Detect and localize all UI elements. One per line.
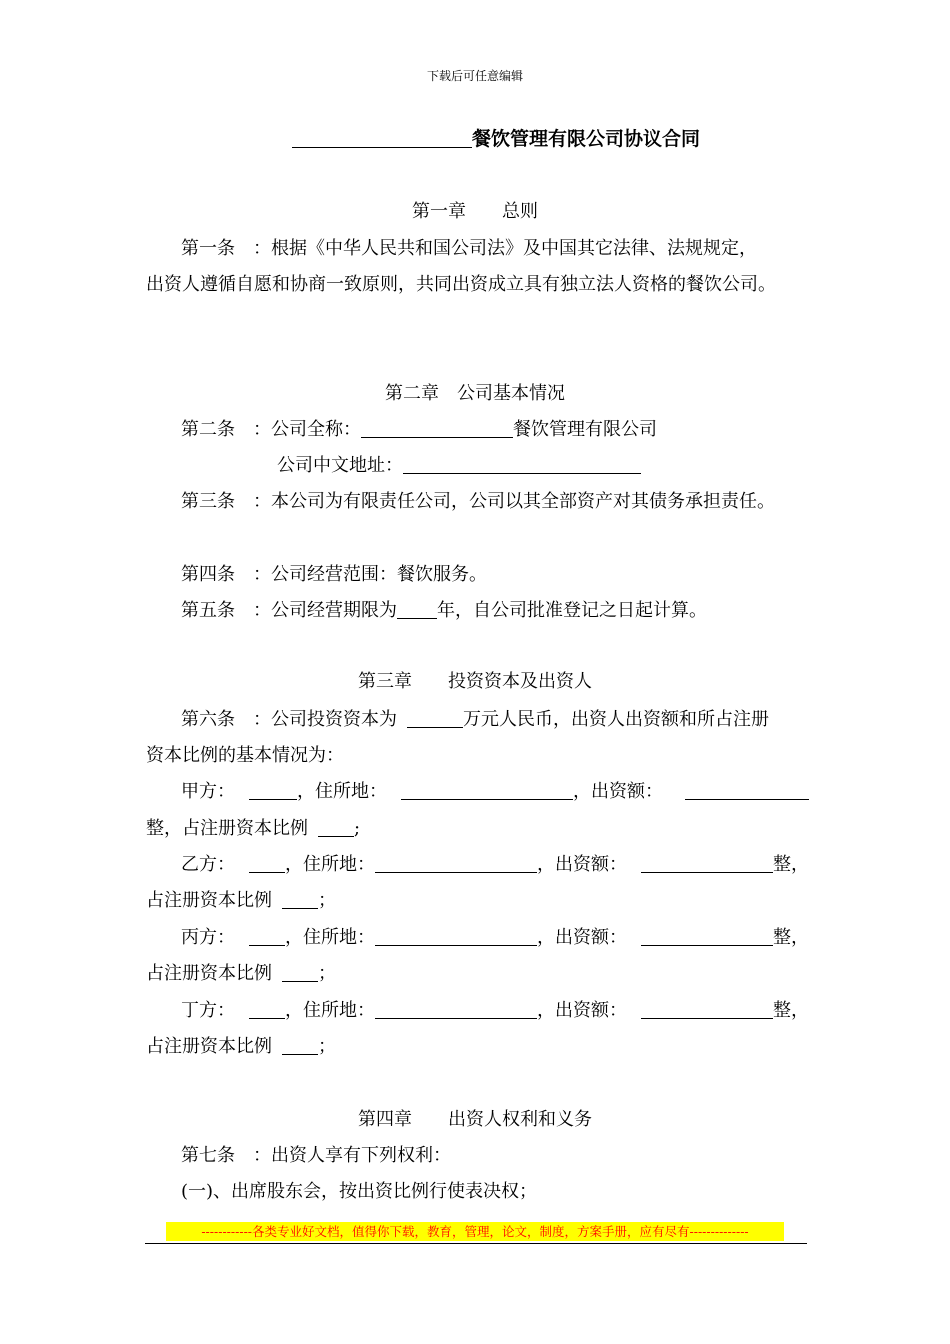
- party-a-ratio-blank: [318, 818, 354, 837]
- party-c-amt-label: ，出资额：: [537, 927, 627, 948]
- article-5: [181, 596, 707, 622]
- party-a-line2: [146, 814, 360, 840]
- article-3-text: ：本公司为有限责任公司，公司以其全部资产对其债务承担责任。: [253, 491, 775, 512]
- party-c-ratio-blank: [282, 963, 318, 982]
- party-b-ratio-blank: [282, 890, 318, 909]
- article-3-label: 第三条: [181, 491, 235, 512]
- company-name-blank: [292, 129, 472, 148]
- party-d-line2: [146, 1032, 336, 1058]
- party-b-name-blank: [249, 854, 285, 873]
- party-c-addr-label: ，住所地：: [285, 927, 375, 948]
- party-a-addr-blank: [401, 781, 573, 800]
- article-2-suffix: 餐饮管理有限公司: [513, 419, 657, 440]
- party-d-whole: 整，: [773, 1000, 809, 1021]
- party-a-amt-label: ，出资额：: [573, 781, 663, 802]
- party-a-line: [181, 777, 809, 803]
- article-7-item-1: (一)、出席股东会，按出资比例行使表决权；: [181, 1181, 538, 1202]
- chapter-1-heading: 第一章 总则: [412, 201, 538, 222]
- party-c-whole: 整，: [773, 927, 809, 948]
- header-note: 下载后可任意编辑: [426, 69, 523, 83]
- party-b-amt-blank: [641, 854, 773, 873]
- article-4-label: 第四条: [181, 564, 235, 585]
- article-1-label: 第一条: [181, 238, 235, 259]
- party-b-amt-label: ，出资额：: [537, 854, 627, 875]
- article-2-label: 第二条: [181, 419, 235, 440]
- party-c-end: ；: [318, 963, 336, 984]
- party-c-addr-blank: [375, 927, 537, 946]
- article-4-text: ：公司经营范围：餐饮服务。: [253, 564, 487, 585]
- company-address-label: 公司中文地址：: [277, 455, 403, 476]
- party-a-addr-label: ，住所地：: [297, 781, 387, 802]
- article-6: [181, 705, 769, 731]
- chapter-4-heading: 第四章 出资人权利和义务: [358, 1109, 592, 1130]
- party-b-ratio-label: 占注册资本比例: [146, 890, 272, 911]
- party-b-addr-blank: [375, 854, 537, 873]
- article-7-label: 第七条: [181, 1145, 235, 1166]
- footer-rule: [145, 1243, 807, 1244]
- article-2-prefix: ：公司全称：: [253, 419, 361, 440]
- document-title: [292, 124, 700, 151]
- chapter-3-heading: 第三章 投资资本及出资人: [358, 671, 592, 692]
- term-years-blank: [397, 600, 437, 619]
- party-c-line2: [146, 959, 336, 985]
- article-6-suffix: 万元人民币，出资人出资额和所占注册: [463, 709, 769, 730]
- party-d-line: [181, 996, 809, 1022]
- article-4: [181, 560, 487, 586]
- party-c-line: [181, 923, 809, 949]
- party-d-amt-blank: [641, 1000, 773, 1019]
- party-d-ratio-label: 占注册资本比例: [146, 1036, 272, 1057]
- party-d-end: ；: [318, 1036, 336, 1057]
- party-a-ratio-label: 整，占注册资本比例: [146, 818, 308, 839]
- party-d-amt-label: ，出资额：: [537, 1000, 627, 1021]
- party-a-amt-blank: [685, 781, 809, 800]
- article-1-line2: 出资人遵循自愿和协商一致原则，共同出资成立具有独立法人资格的餐饮公司。: [146, 274, 776, 295]
- article-2: [181, 415, 657, 441]
- company-fullname-blank: [361, 419, 513, 438]
- party-b-end: ；: [318, 890, 336, 911]
- article-6-line2: 资本比例的基本情况为：: [146, 745, 344, 766]
- article-6-prefix: ：公司投资资本为: [253, 709, 397, 730]
- article-5-suffix: 年，自公司批准登记之日起计算。: [437, 600, 707, 621]
- article-5-prefix: ：公司经营期限为: [253, 600, 397, 621]
- footer-banner: ------------各类专业好文档，值得你下载，教育，管理，论文，制度，方案手册，应有尽有--------------: [166, 1222, 784, 1241]
- article-1-line1: ：根据《中华人民共和国公司法》及中国其它法律、法规规定，: [253, 238, 757, 259]
- party-a-end: ;: [354, 818, 361, 839]
- company-address-blank: [403, 455, 641, 474]
- party-c-label: 丙方：: [181, 927, 235, 948]
- title-text: 餐饮管理有限公司协议合同: [472, 128, 701, 150]
- party-b-addr-label: ，住所地：: [285, 854, 375, 875]
- party-d-label: 丁方：: [181, 1000, 235, 1021]
- party-c-name-blank: [249, 927, 285, 946]
- party-d-addr-blank: [375, 1000, 537, 1019]
- company-address-line: [277, 451, 641, 477]
- party-b-label: 乙方：: [181, 854, 235, 875]
- article-6-label: 第六条: [181, 709, 235, 730]
- party-a-name-blank: [249, 781, 297, 800]
- article-7-text: ：出资人享有下列权利：: [253, 1145, 451, 1166]
- party-b-whole: 整，: [773, 854, 809, 875]
- article-5-label: 第五条: [181, 600, 235, 621]
- party-d-ratio-blank: [282, 1036, 318, 1055]
- article-3: [181, 487, 775, 513]
- party-d-name-blank: [249, 1000, 285, 1019]
- article-7: [181, 1141, 451, 1167]
- chapter-2-heading: 第二章 公司基本情况: [385, 383, 565, 404]
- party-d-addr-label: ，住所地：: [285, 1000, 375, 1021]
- party-c-ratio-label: 占注册资本比例: [146, 963, 272, 984]
- article-1: [181, 234, 757, 260]
- capital-amount-blank: [407, 709, 463, 728]
- party-c-amt-blank: [641, 927, 773, 946]
- party-a-label: 甲方：: [181, 781, 235, 802]
- party-b-line: [181, 850, 809, 876]
- party-b-line2: [146, 886, 336, 912]
